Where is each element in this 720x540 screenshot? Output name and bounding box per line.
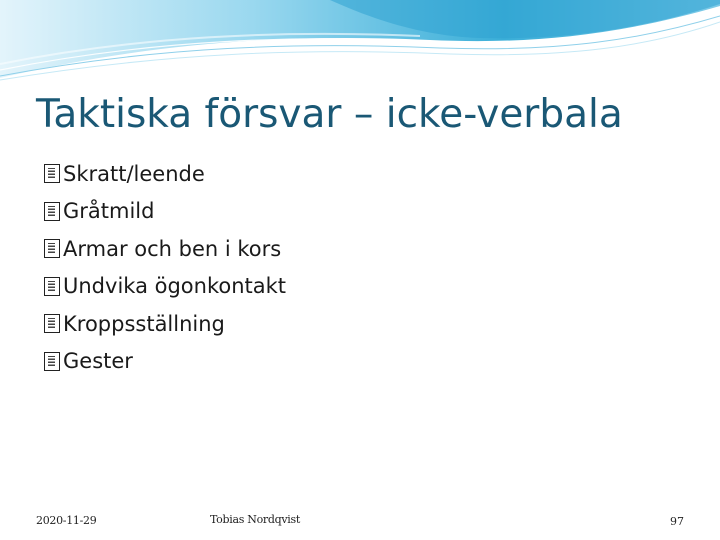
- bullet-text: Skratt/leende: [63, 161, 205, 186]
- bullet-text: Undvika ögonkontakt: [63, 274, 287, 299]
- missing-glyph-icon: [44, 314, 60, 333]
- footer-date: 2020-11-29: [36, 514, 97, 527]
- list-item: [44, 230, 286, 268]
- bullet-list: [44, 155, 286, 380]
- slide-title: Taktiska försvar – icke-verbala: [36, 92, 623, 137]
- missing-glyph-icon: [44, 352, 60, 371]
- missing-glyph-icon: [44, 239, 60, 258]
- list-item: [44, 193, 286, 231]
- missing-glyph-icon: [44, 164, 60, 183]
- list-item: [44, 268, 286, 306]
- footer-author: Tobias Nordqvist: [210, 513, 300, 526]
- list-item: [44, 155, 286, 193]
- missing-glyph-icon: [44, 202, 60, 221]
- page-number: 97: [670, 515, 684, 528]
- list-item: [44, 343, 286, 381]
- bullet-text: Armar och ben i kors: [63, 236, 282, 261]
- list-item: [44, 305, 286, 343]
- bullet-text: Gråtmild: [63, 199, 155, 224]
- missing-glyph-icon: [44, 277, 60, 296]
- header-wave-decoration: [0, 0, 720, 90]
- bullet-text: Kroppsställning: [63, 311, 225, 336]
- bullet-text: Gester: [63, 349, 133, 374]
